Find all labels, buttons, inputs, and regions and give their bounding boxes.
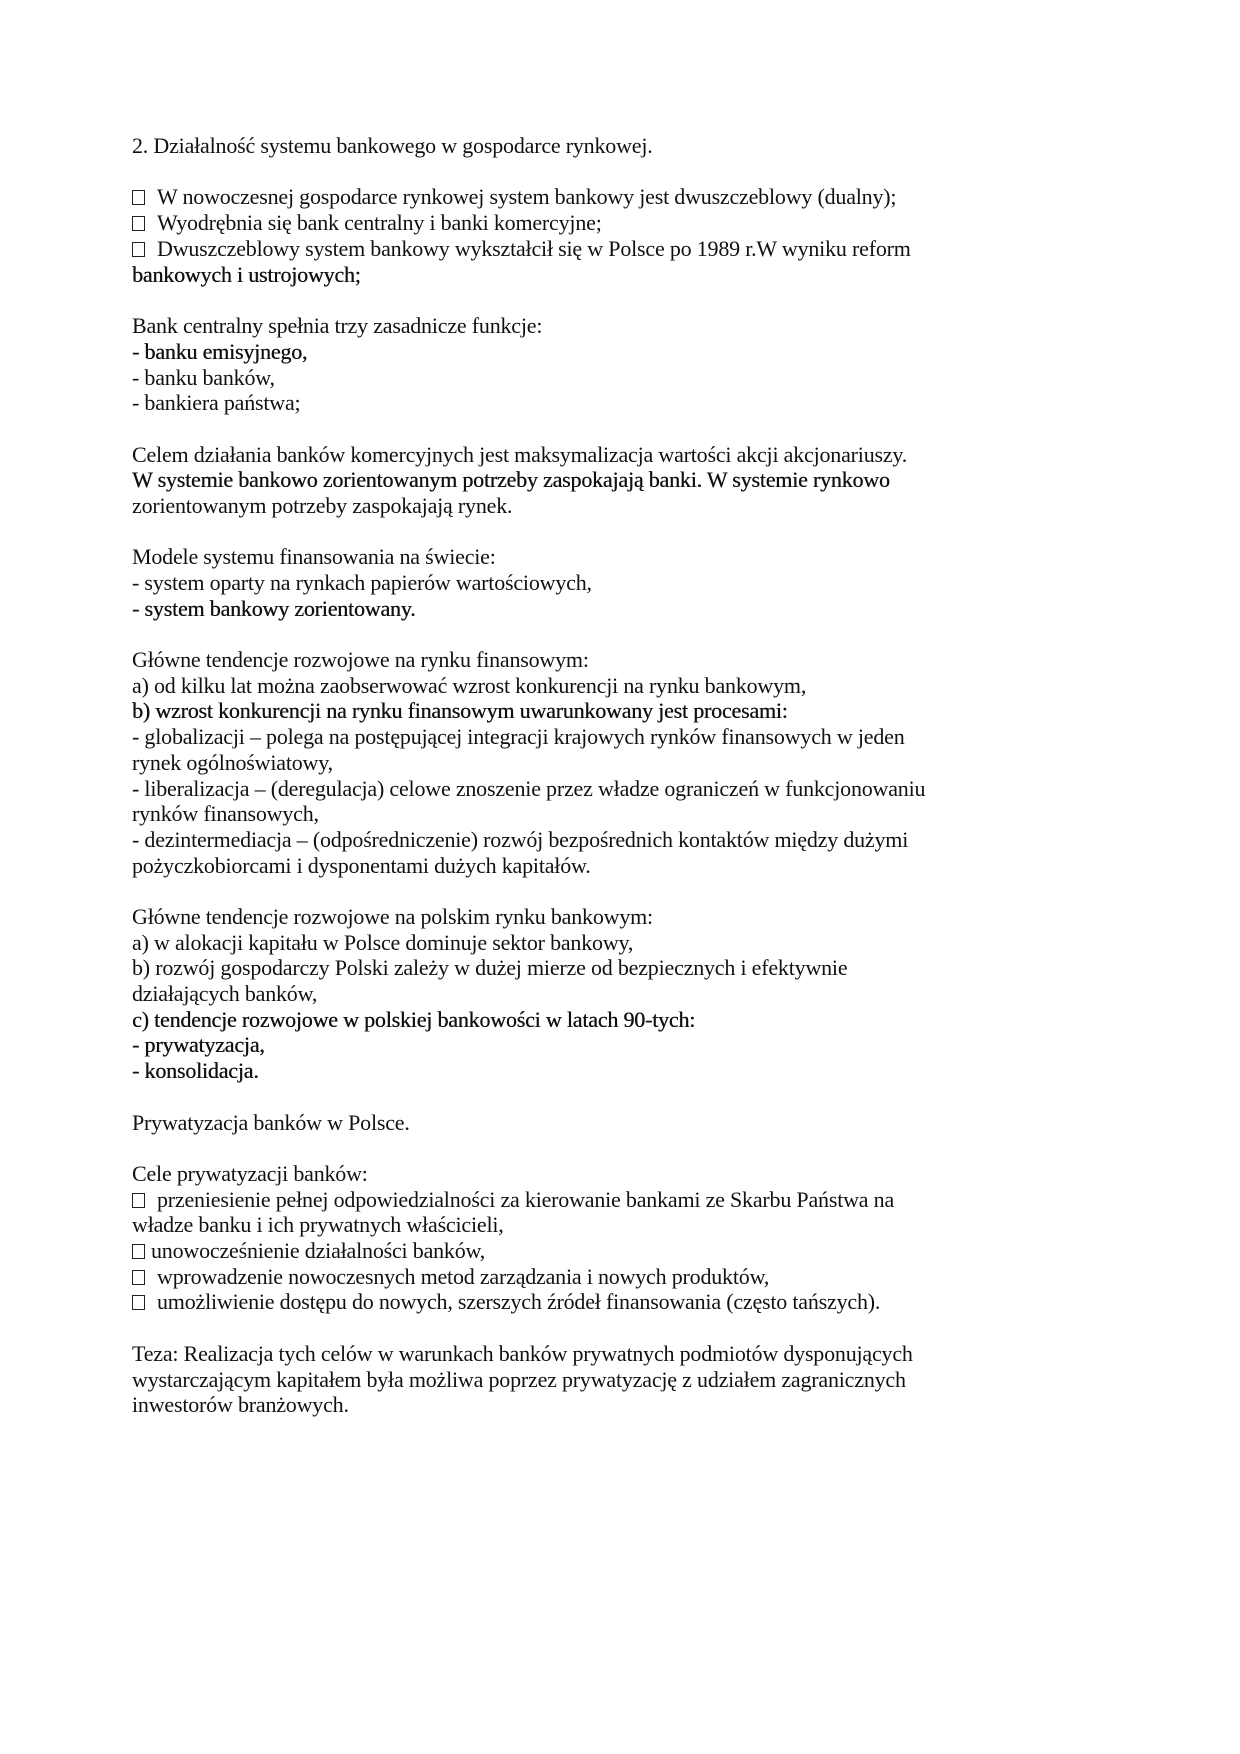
bullet-box-icon [132, 1295, 145, 1310]
paragraph-line: Celem działania banków komercyjnych jest maksymalizacja wartości akcji akcjonariuszy. [132, 442, 908, 467]
paragraph-line: władze banku i ich prywatnych właścicieli, [132, 1212, 504, 1237]
list-item: - system oparty na rynkach papierów wartościowych, [132, 570, 592, 595]
section-heading: Główne tendencje rozwojowe na rynku finansowym: [132, 647, 589, 672]
paragraph-line: W systemie bankowo zorientowanym potrzeby zaspokajają banki. W systemie rynkowo [132, 467, 890, 492]
paragraph-line: - dezintermediacja – (odpośredniczenie) rozwój bezpośrednich kontaktów między dużymi [132, 827, 909, 852]
paragraph-line: - globalizacji – polega na postępującej integracji krajowych rynków finansowych w jeden [132, 724, 905, 749]
bullet-box-icon [132, 216, 145, 231]
list-item: - banku emisyjnego, [132, 339, 308, 364]
list-item: przeniesienie pełnej odpowiedzialności za kierowanie bankami ze Skarbu Państwa na [132, 1187, 894, 1213]
paragraph-line: b) wzrost konkurencji na rynku finansowym uwarunkowany jest procesami: [132, 698, 788, 723]
paragraph-line: inwestorów branżowych. [132, 1392, 349, 1417]
list-item: W nowoczesnej gospodarce rynkowej system bankowy jest dwuszczeblowy (dualny); [132, 184, 896, 210]
list-item: Wyodrębnia się bank centralny i banki komercyjne; [132, 210, 602, 236]
paragraph-line: a) w alokacji kapitału w Polsce dominuje sektor bankowy, [132, 930, 634, 955]
paragraph-line: rynków finansowych, [132, 801, 319, 826]
paragraph-line: Teza: Realizacja tych celów w warunkach banków prywatnych podmiotów dysponujących [132, 1341, 913, 1366]
section-heading: Główne tendencje rozwojowe na polskim rynku bankowym: [132, 904, 653, 929]
paragraph-line: - liberalizacja – (deregulacja) celowe znoszenie przez władze ograniczeń w funkcjonowaniu [132, 776, 926, 801]
list-item: umożliwienie dostępu do nowych, szerszych źródeł finansowania (często tańszych). [132, 1289, 880, 1315]
paragraph-line: wystarczającym kapitałem była możliwa poprzez prywatyzację z udziałem zagranicznych [132, 1367, 906, 1392]
list-item: Dwuszczeblowy system bankowy wykształcił się w Polsce po 1989 r.W wyniku reform [132, 236, 911, 262]
list-item: unowocześnienie działalności banków, [132, 1238, 485, 1264]
paragraph-line: pożyczkobiorcami i dysponentami dużych kapitałów. [132, 853, 591, 878]
list-item: - system bankowy zorientowany. [132, 596, 416, 621]
list-item: - bankiera państwa; [132, 390, 301, 415]
paragraph-line: bankowych i ustrojowych; [132, 262, 361, 287]
paragraph-line: b) rozwój gospodarczy Polski zależy w dużej mierze od bezpiecznych i efektywnie [132, 955, 848, 980]
bullet-box-icon [132, 1270, 145, 1285]
list-item: - konsolidacja. [132, 1058, 259, 1083]
paragraph-line: a) od kilku lat można zaobserwować wzrost konkurencji na rynku bankowym, [132, 673, 807, 698]
list-item: - prywatyzacja, [132, 1032, 265, 1057]
bullet-box-icon [132, 190, 145, 205]
list-item: - banku banków, [132, 365, 275, 390]
section-heading: Modele systemu finansowania na świecie: [132, 544, 496, 569]
bullet-box-icon [132, 1244, 145, 1259]
bullet-box-icon [132, 242, 145, 257]
section-heading: Prywatyzacja banków w Polsce. [132, 1110, 410, 1135]
section-heading: Cele prywatyzacji banków: [132, 1161, 368, 1186]
document-title: 2. Działalność systemu bankowego w gospodarce rynkowej. [132, 133, 653, 158]
list-item: wprowadzenie nowoczesnych metod zarządzania i nowych produktów, [132, 1264, 769, 1290]
paragraph-line: c) tendencje rozwojowe w polskiej bankowości w latach 90-tych: [132, 1007, 696, 1032]
bullet-box-icon [132, 1193, 145, 1208]
section-heading: Bank centralny spełnia trzy zasadnicze funkcje: [132, 313, 543, 338]
paragraph-line: działających banków, [132, 981, 318, 1006]
paragraph-line: rynek ogólnoświatowy, [132, 750, 333, 775]
paragraph-line: zorientowanym potrzeby zaspokajają rynek. [132, 493, 513, 518]
